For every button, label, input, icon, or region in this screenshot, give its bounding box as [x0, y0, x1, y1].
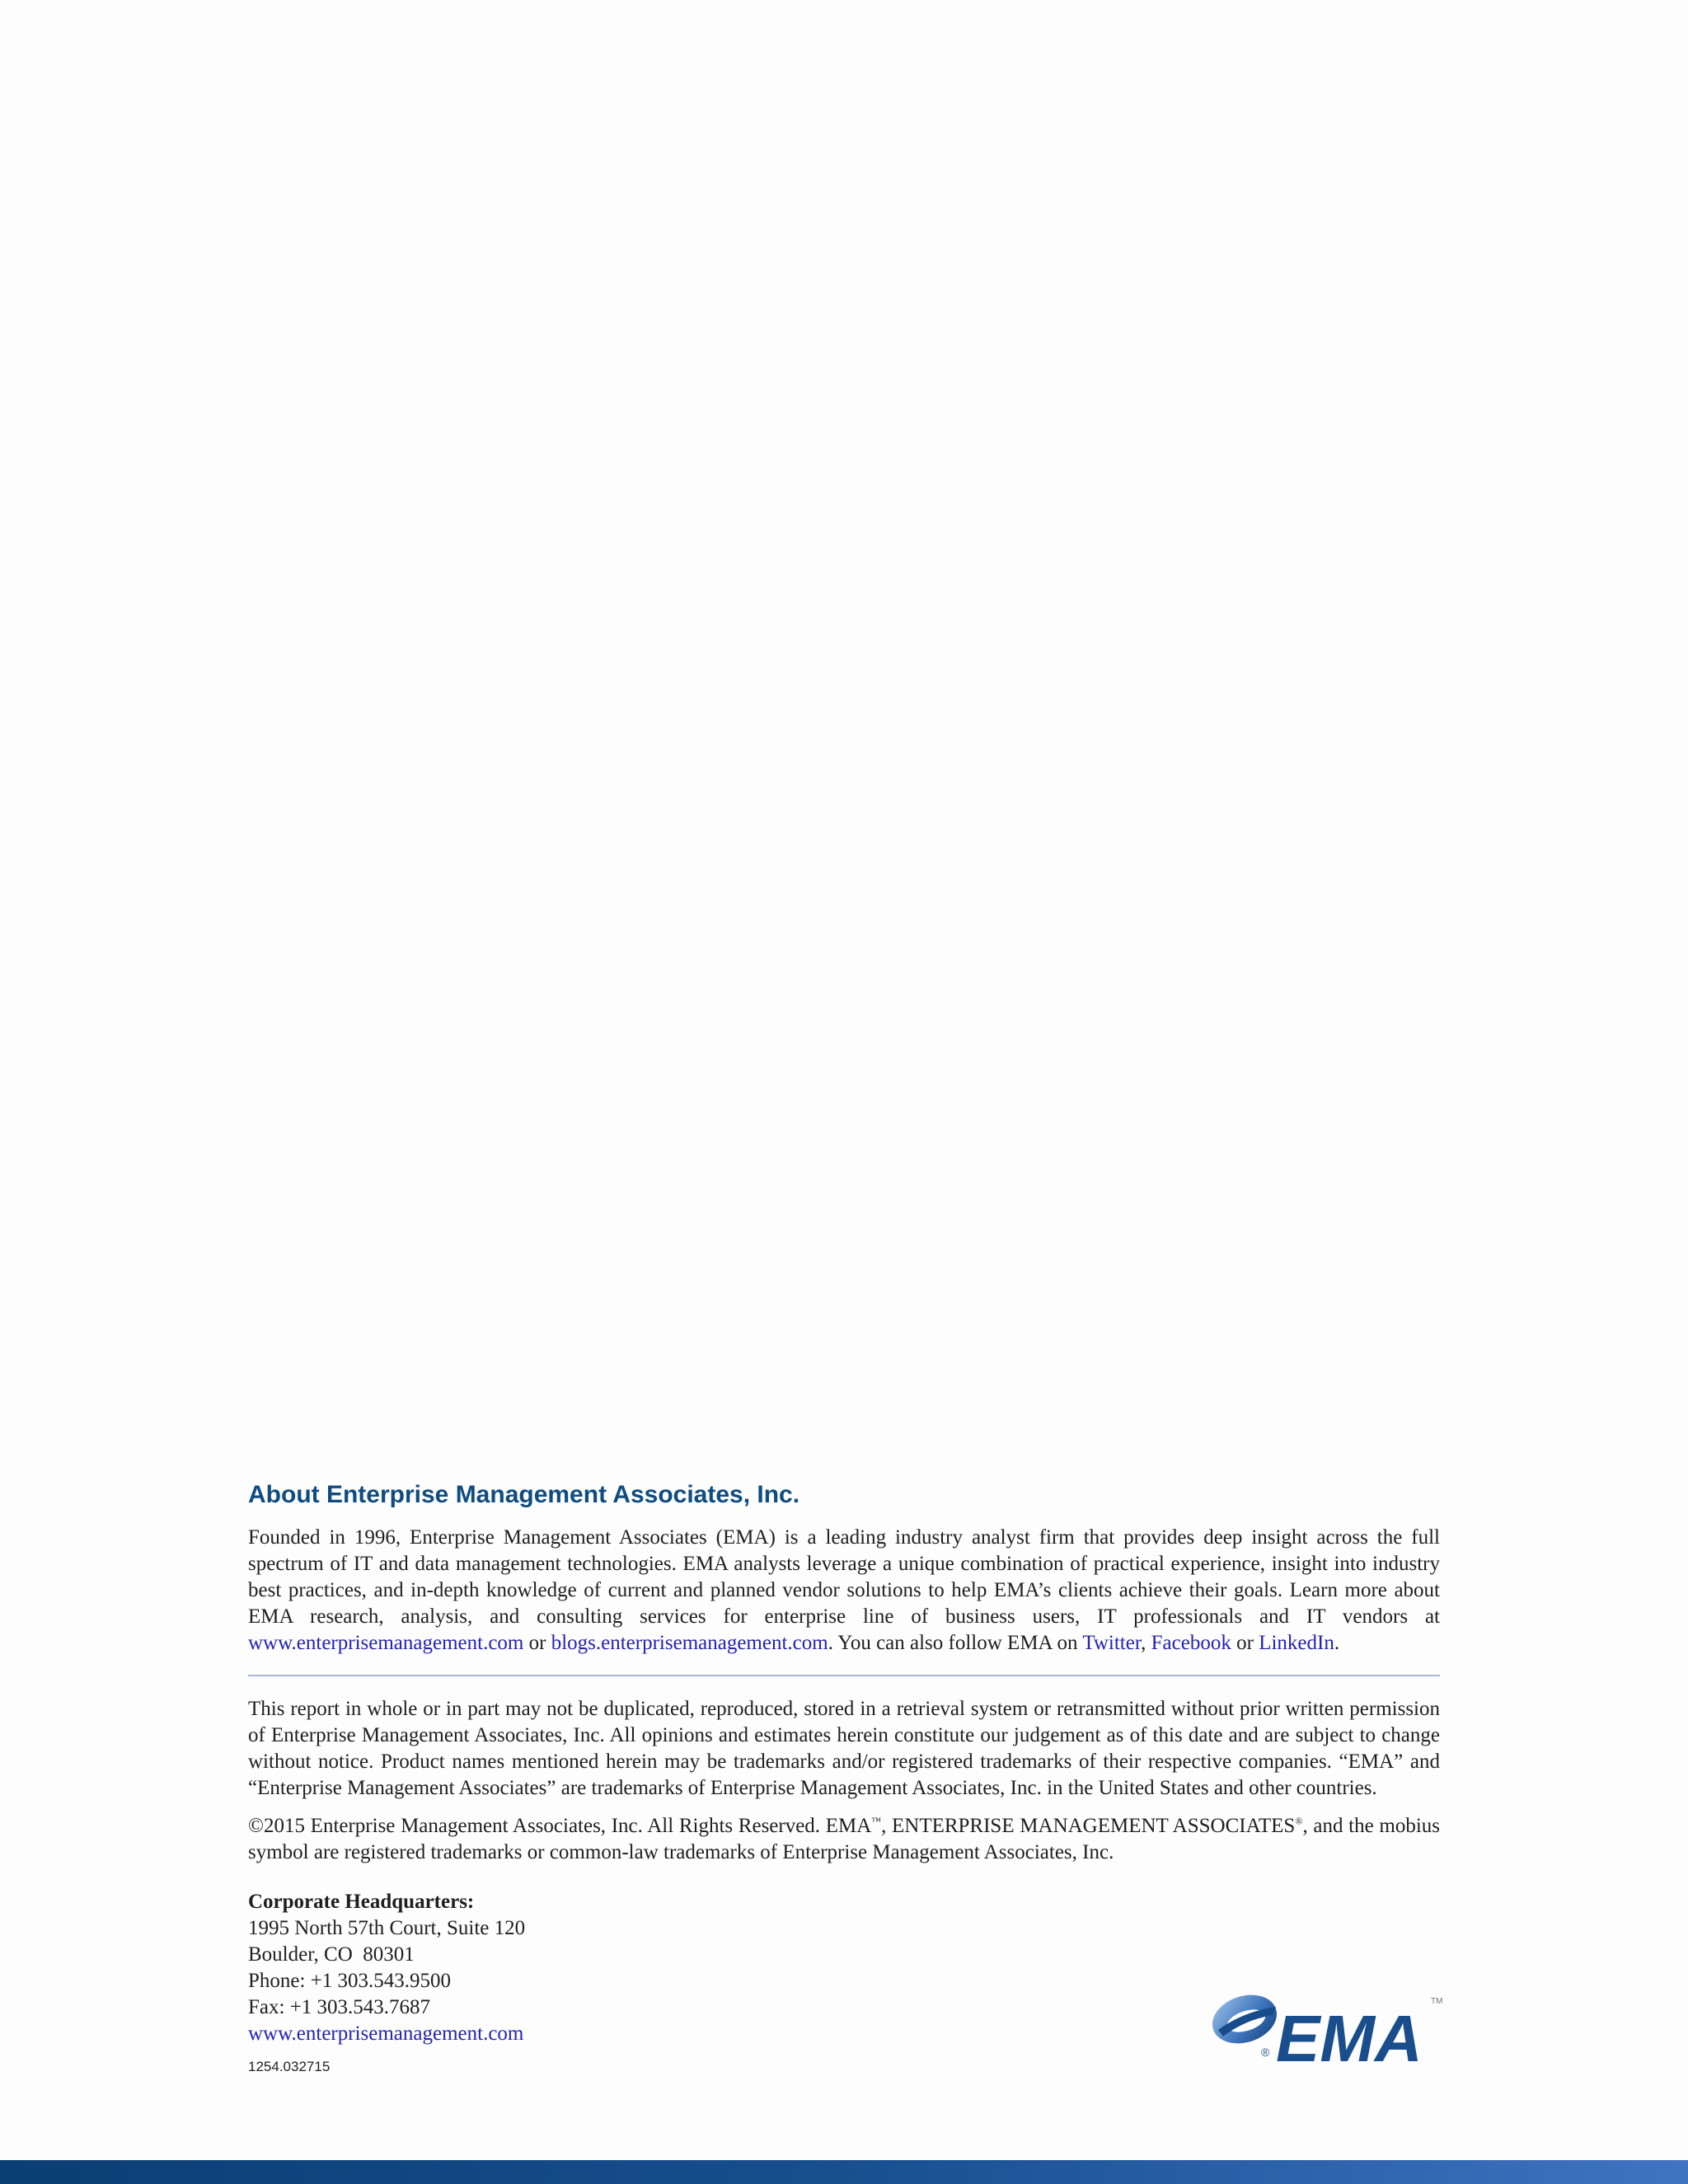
about-paragraph — [248, 1525, 1440, 1657]
period-text: . — [1334, 1632, 1340, 1654]
facebook-link[interactable]: Facebook — [1151, 1632, 1231, 1654]
follow-text: . You can also follow EMA on — [828, 1632, 1078, 1654]
logo-text: EMA — [1276, 2002, 1423, 2075]
document-code: 1254.032715 — [248, 2059, 331, 2074]
about-heading: About Enterprise Management Associates, Inc. — [248, 1481, 800, 1508]
section-divider — [248, 1675, 1440, 1676]
or-text: or — [528, 1632, 546, 1654]
about-intro-text: Founded in 1996, Enterprise Management Associates (EMA) is a leading industry analyst firm that provides deep insight across the full spectrum of IT and data management technologies. EMA analysts leverage a unique combination of practical experience, insight into industry best practices, and in-depth knowledge of current and planned vendor solutions to help EMA’s clients achieve their goals. Learn more about EMA research, analysis, and consulting services for enterprise line of business users, IT professionals and IT vendors at — [248, 1526, 1440, 1628]
website-link[interactable]: www.enterprisemanagement.com — [248, 1632, 524, 1654]
hq-phone: Phone: +1 303.543.9500 — [248, 1970, 452, 1992]
tm-mark: ™ — [871, 1815, 882, 1827]
blog-link[interactable]: blogs.enterprisemanagement.com — [551, 1632, 828, 1654]
legal-disclaimer: This report in whole or in part may not be duplicated, reproduced, stored in a retrieval system or retransmitted without prior written permission of Enterprise Management Associates, Inc. All opinions and estimates herein constitute our judgement as of this date and are subject to change without notice. Product names mentioned herein may be trademarks and/or registered trademarks of their respective companies. “EMA” and “Enterprise Management Associates” are trademarks of Enterprise Management Associates, Inc. in the United States and other countries. — [248, 1698, 1440, 1799]
hq-fax: Fax: +1 303.543.7687 — [248, 1996, 431, 2018]
hq-website-link[interactable]: www.enterprisemanagement.com — [248, 2022, 524, 2045]
comma-text: , — [1141, 1632, 1146, 1654]
ema-logo — [1203, 1982, 1451, 2077]
or-text-2: or — [1236, 1632, 1254, 1654]
mobius-symbol-icon — [1206, 1987, 1282, 2051]
hq-address-line1: 1995 North 57th Court, Suite 120 — [248, 1917, 526, 1939]
footer-color-bar — [0, 2160, 1688, 2184]
linkedin-link[interactable]: LinkedIn — [1259, 1632, 1334, 1654]
hq-address-line2: Boulder, CO 80301 — [248, 1943, 415, 1966]
copyright-paragraph — [248, 1813, 1440, 1866]
copyright-part3: , and the mobius symbol are registered trademarks or common-law trademarks of Enterprise Management Associates, Inc. — [248, 1815, 1440, 1863]
hq-title: Corporate Headquarters: — [248, 1891, 475, 1913]
logo-reg: ® — [1261, 2046, 1270, 2059]
twitter-link[interactable]: Twitter — [1082, 1632, 1142, 1654]
copyright-part1: ©2015 Enterprise Management Associates, Inc. All Rights Reserved. EMA — [248, 1815, 872, 1837]
legal-spacer — [248, 1802, 1440, 1813]
copyright-part2: , ENTERPRISE MANAGEMENT ASSOCIATES — [881, 1815, 1296, 1837]
logo-tm: TM — [1431, 1997, 1443, 2006]
reg-mark: ® — [1295, 1815, 1303, 1827]
